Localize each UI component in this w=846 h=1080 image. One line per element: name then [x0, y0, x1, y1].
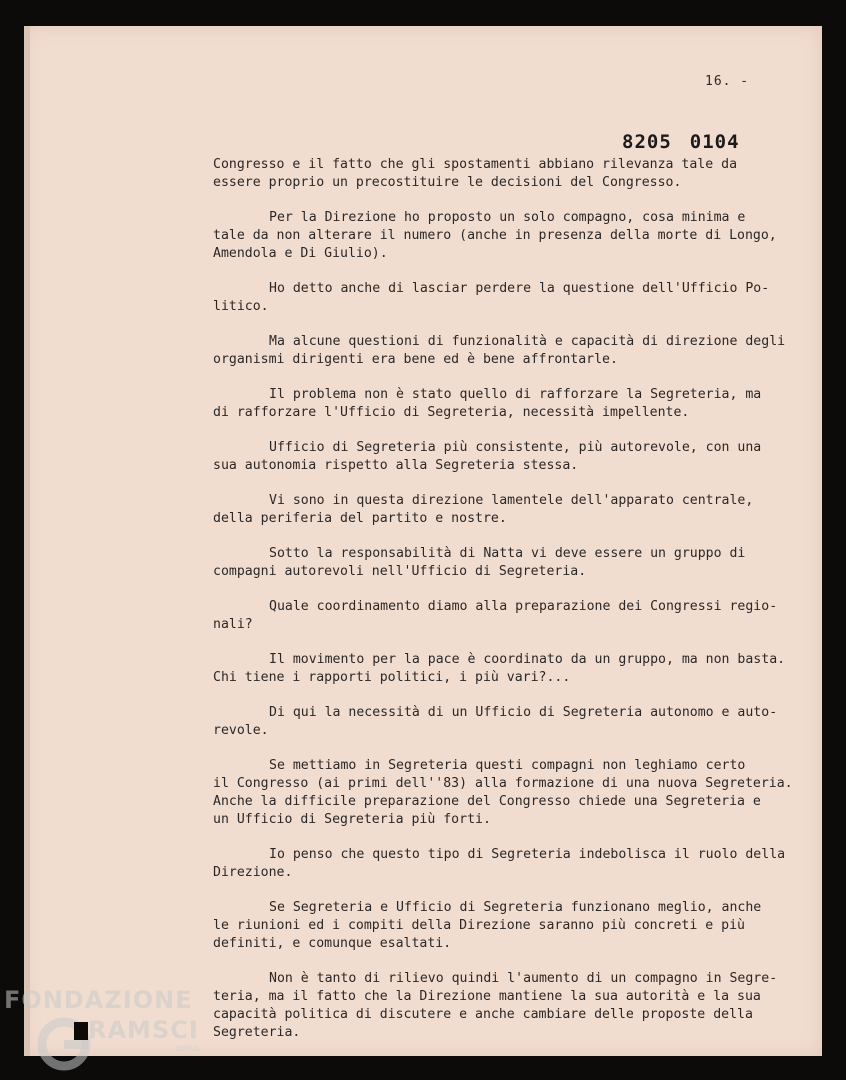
paragraph — [213, 386, 813, 422]
paragraph — [213, 899, 813, 953]
text-line: Il problema non è stato quello di rafforzare la Segreteria, ma — [269, 387, 762, 402]
text-line: Sotto la responsabilità di Natta vi deve essere un gruppo di — [269, 546, 746, 561]
text-line: Direzione. — [213, 865, 293, 880]
paragraph — [213, 280, 813, 316]
text-line: Ho detto anche di lasciar perdere la questione dell'Ufficio Po- — [269, 281, 770, 296]
text-line: Vi sono in questa direzione lamentele dell'apparato centrale, — [269, 493, 754, 508]
watermark-line-1: FONDAZIONE — [4, 986, 193, 1014]
text-line: Se mettiamo in Segreteria questi compagni non leghiamo certo — [269, 758, 746, 773]
text-line: Di qui la necessità di un Ufficio di Segreteria autonomo e auto- — [269, 705, 778, 720]
text-line: Per la Direzione ho proposto un solo compagno, cosa minima e — [269, 210, 746, 225]
paragraph — [213, 704, 813, 740]
paragraph — [213, 651, 813, 687]
text-line: Quale coordinamento diamo alla preparazione dei Congressi regio- — [269, 599, 778, 614]
text-line: Ufficio di Segreteria più consistente, più autorevole, con una — [269, 440, 762, 455]
paragraph — [213, 492, 813, 528]
archive-code-stamp — [622, 131, 740, 153]
paragraph — [213, 598, 813, 634]
watermark-suffix: onlus — [176, 1044, 201, 1054]
page-number: 16. - — [705, 74, 750, 89]
paragraph — [213, 156, 813, 192]
text-line: Ma alcune questioni di funzionalità e capacità di direzione degli — [269, 334, 786, 349]
paragraph — [213, 970, 813, 1042]
paragraph — [213, 846, 813, 882]
text-line: capacità politica di discutere e anche cambiare delle proposte della — [213, 1007, 753, 1022]
archive-code-part-2: 0104 — [689, 131, 740, 153]
watermark-line-2: RAMSCI — [88, 1016, 199, 1044]
text-line: teria, ma il fatto che la Direzione mantiene la sua autorità e la sua — [213, 989, 761, 1004]
text-line: definiti, e comunque esaltati. — [213, 936, 452, 951]
paragraph — [213, 333, 813, 369]
text-line: tale da non alterare il numero (anche in presenza della morte di Longo, — [213, 228, 777, 243]
document-body — [213, 156, 813, 1059]
text-line: di rafforzare l'Ufficio di Segreteria, necessità impellente. — [213, 405, 690, 420]
fondazione-gramsci-watermark — [4, 986, 214, 1080]
text-line: Se Segreteria e Ufficio di Segreteria funzionano meglio, anche — [269, 900, 762, 915]
text-line: Il movimento per la pace è coordinato da un gruppo, ma non basta. — [269, 652, 786, 667]
text-line: Amendola e Di Giulio). — [213, 246, 388, 261]
text-line: compagni autorevoli nell'Ufficio di Segreteria. — [213, 564, 587, 579]
watermark-g-logo-icon — [36, 1014, 96, 1074]
text-line: Non è tanto di rilievo quindi l'aumento di un compagno in Segre- — [269, 971, 778, 986]
text-line: organismi dirigenti era bene ed è bene affrontarle. — [213, 352, 618, 367]
text-line: revole. — [213, 723, 269, 738]
text-line: essere proprio un precostituire le decisioni del Congresso. — [213, 175, 682, 190]
text-line: il Congresso (ai primi dell''83) alla formazione di una nuova Segreteria. — [213, 776, 793, 791]
archive-code-part-1: 8205 — [622, 131, 672, 153]
text-line: della periferia del partito e nostre. — [213, 511, 507, 526]
text-line: le riunioni ed i compiti della Direzione saranno più concreti e più — [213, 918, 745, 933]
text-line: un Ufficio di Segreteria più forti. — [213, 812, 491, 827]
text-line: Chi tiene i rapporti politici, i più vari?... — [213, 670, 571, 685]
paragraph — [213, 757, 813, 829]
text-line: nali? — [213, 617, 253, 632]
text-line: Anche la difficile preparazione del Congresso chiede una Segreteria e — [213, 794, 761, 809]
text-line: litico. — [213, 299, 269, 314]
paper-edge — [24, 26, 30, 1056]
paragraph — [213, 545, 813, 581]
paragraph — [213, 209, 813, 263]
text-line: sua autonomia rispetto alla Segreteria stessa. — [213, 458, 579, 473]
text-line: Congresso e il fatto che gli spostamenti abbiano rilevanza tale da — [213, 157, 738, 172]
paragraph — [213, 439, 813, 475]
text-line: Io penso che questo tipo di Segreteria indebolisca il ruolo della — [269, 847, 786, 862]
text-line: Segreteria. — [213, 1025, 301, 1040]
